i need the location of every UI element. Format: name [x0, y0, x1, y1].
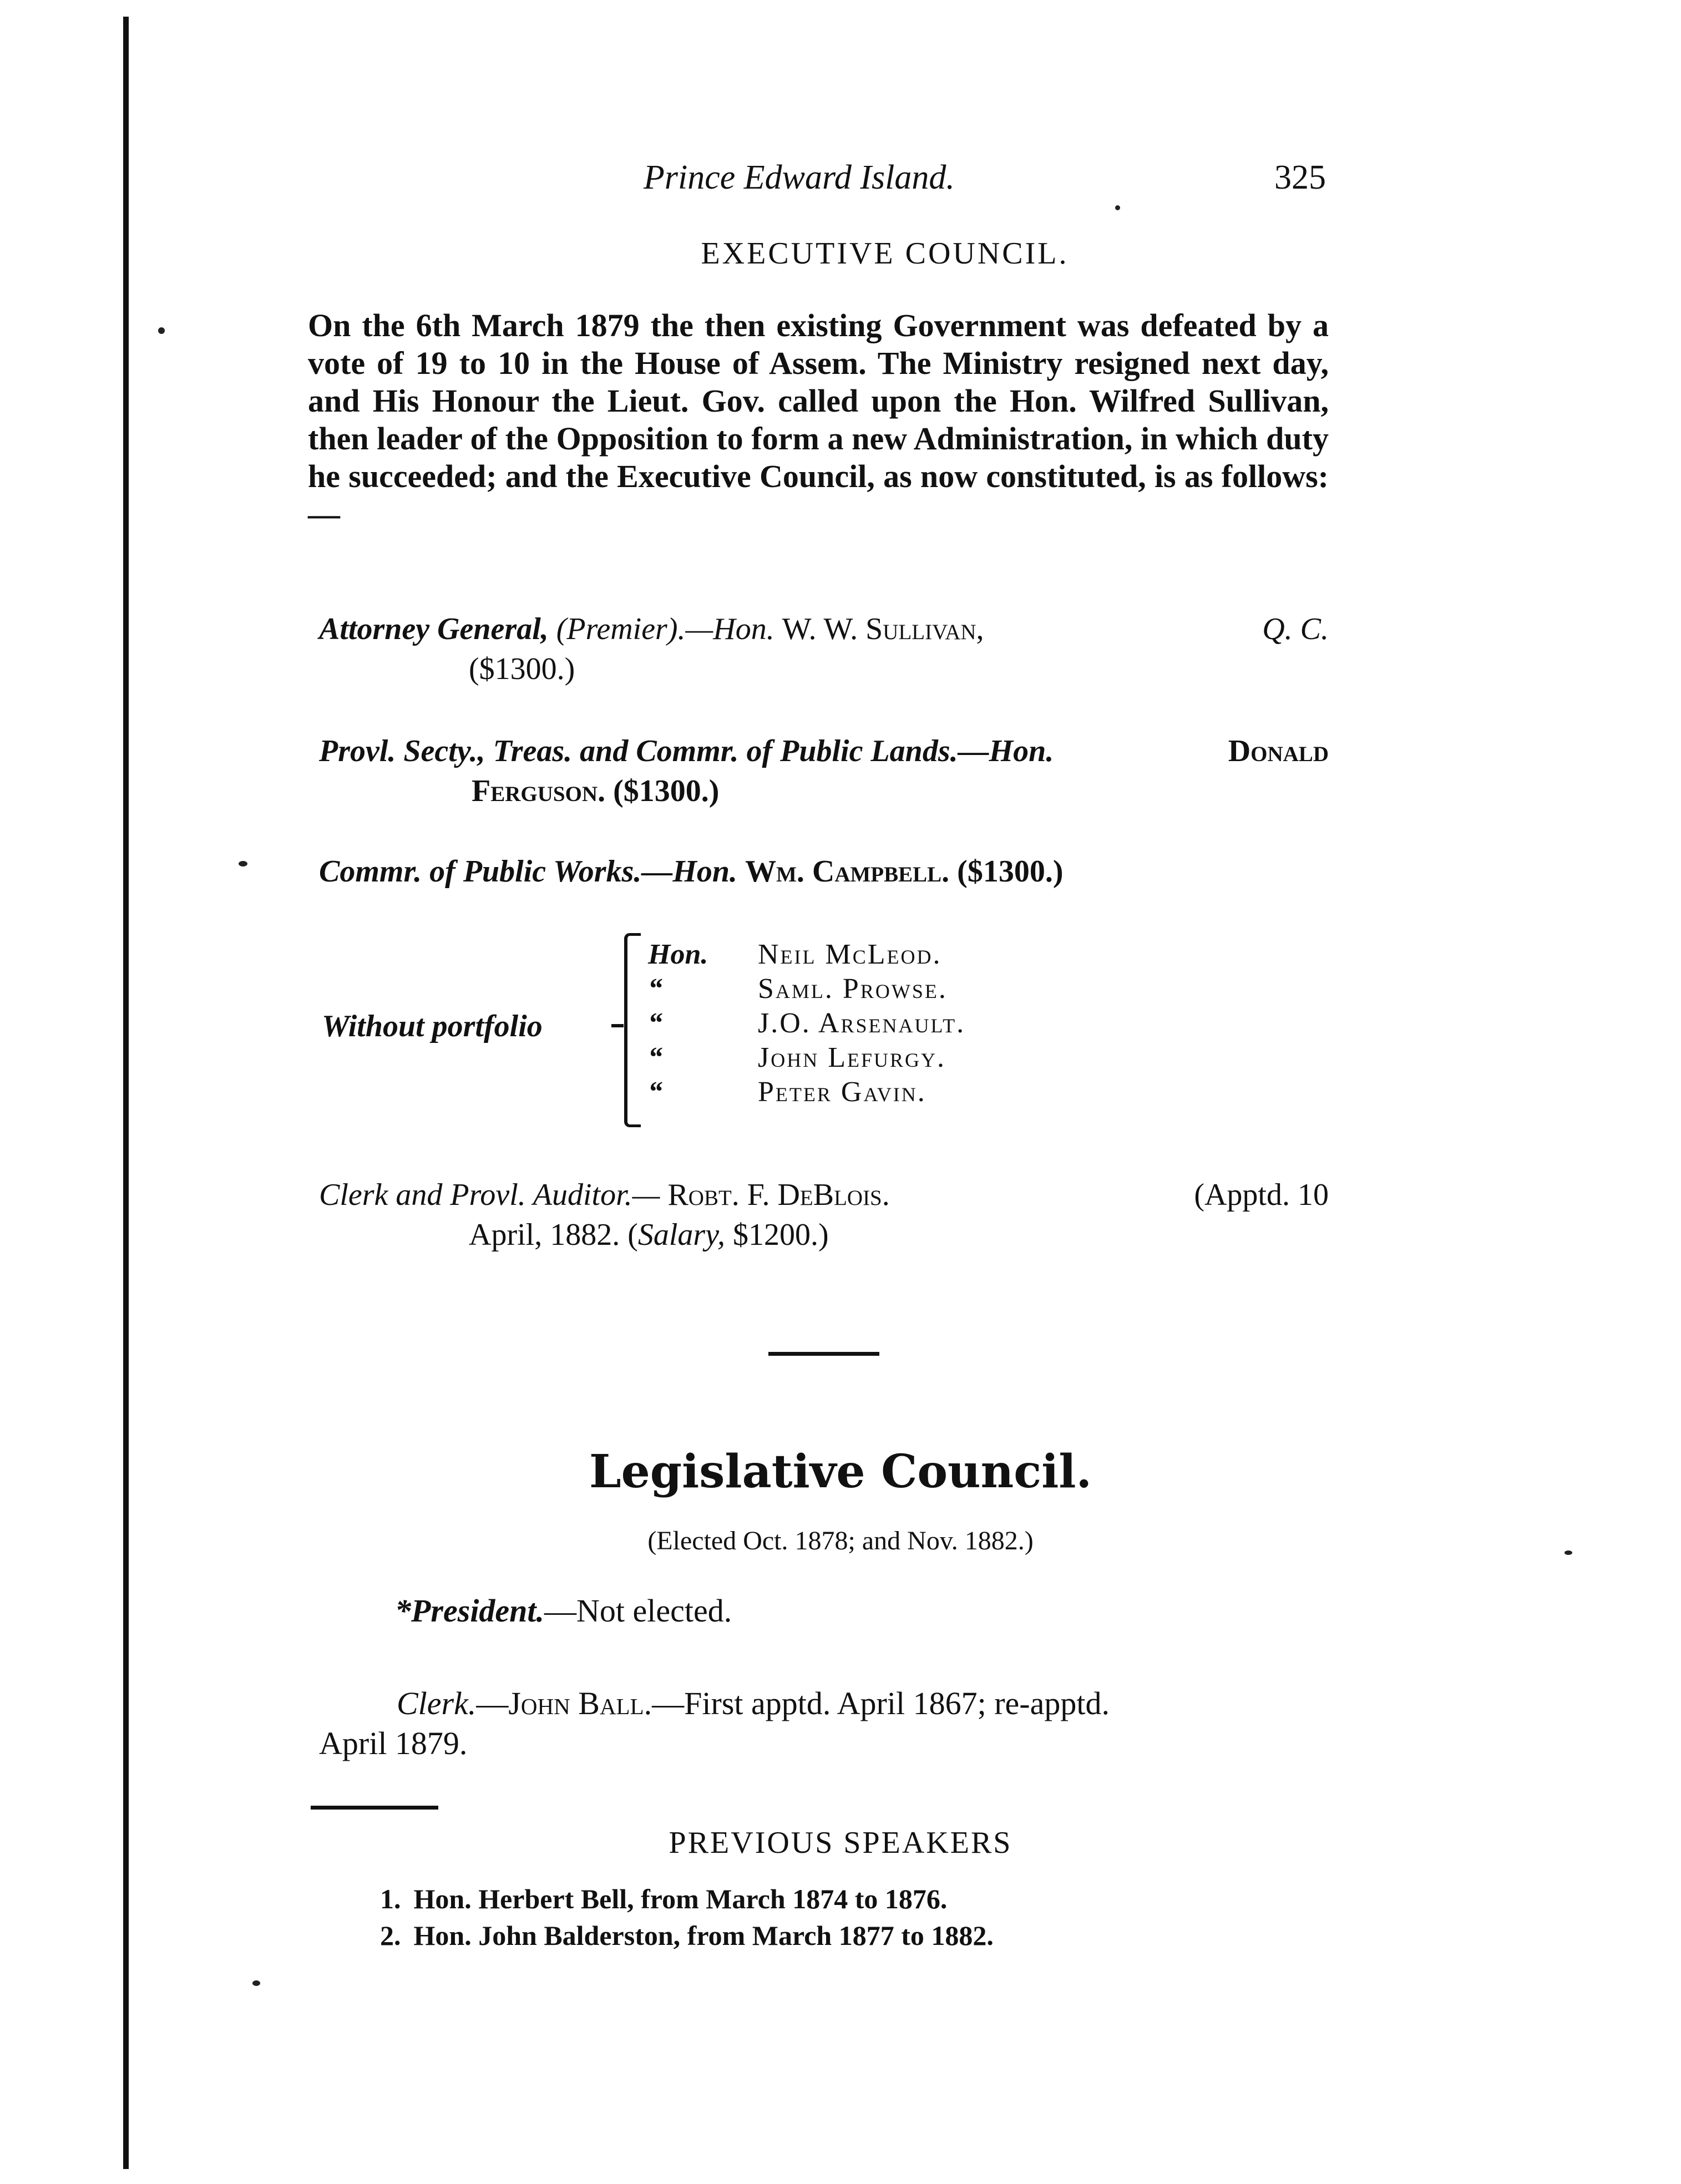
scan-speck	[1115, 205, 1120, 210]
list-item	[380, 1881, 994, 1917]
list-item	[648, 938, 965, 972]
member-prefix: “	[648, 1007, 662, 1039]
office-title: Provl. Secty.,	[319, 734, 485, 768]
previous-speakers-list	[380, 1881, 994, 1954]
item-number: 1.	[380, 1883, 401, 1914]
member-name: Peter Gavin.	[758, 1076, 926, 1108]
page-header	[644, 158, 1326, 202]
member-first-name: Donald	[1228, 734, 1329, 768]
without-portfolio-label: Without portfolio	[322, 1009, 543, 1043]
without-portfolio-list	[648, 938, 965, 1109]
item-text: Hon. John Balderston, from March 1877 to 1882.	[413, 1920, 994, 1951]
list-item	[380, 1917, 994, 1954]
office-title: Clerk and Provl. Auditor.—	[319, 1178, 660, 1212]
attorney-general-entry	[319, 609, 1329, 689]
scan-speck	[239, 861, 247, 866]
provincial-secretary-entry	[319, 731, 1329, 811]
section-divider	[311, 1806, 438, 1810]
office-title: Commr. of Public Works.—Hon.	[319, 854, 738, 889]
member-name: W. W. Sullivan,	[782, 612, 984, 646]
item-number: 2.	[380, 1920, 401, 1951]
member-prefix: “	[648, 1076, 662, 1108]
election-note: (Elected Oct. 1878; and Nov. 1882.)	[647, 1526, 1034, 1555]
list-item	[648, 972, 965, 1006]
premier-note: (Premier).—Hon.	[556, 612, 774, 646]
scan-speck	[252, 1980, 260, 1986]
clerk-text-cont: April 1879.	[319, 1725, 468, 1761]
clerk-label: Clerk.	[397, 1685, 477, 1721]
legislative-council-title: Legislative Council.	[589, 1445, 1092, 1498]
salary: ($1300.)	[613, 774, 720, 808]
salary: ($1300.)	[469, 652, 575, 686]
clerk-name: Robt. F. DeBlois.	[667, 1178, 890, 1212]
president-line	[395, 1591, 732, 1631]
president-text: —Not elected.	[544, 1593, 732, 1629]
list-item	[648, 1075, 965, 1109]
member-name: J.O. Arsenault.	[758, 1007, 966, 1039]
brace-tip-icon	[611, 1024, 624, 1027]
qc-label: Q. C.	[1262, 612, 1329, 646]
clerk-line	[319, 1684, 1329, 1764]
member-prefix: “	[648, 973, 662, 1005]
appointment-date: (Apptd. 10	[1194, 1178, 1329, 1212]
member-prefix: Hon.	[648, 939, 708, 970]
section-divider	[768, 1352, 879, 1356]
member-name: Saml. Prowse.	[758, 973, 948, 1005]
office-title: Attorney General,	[319, 612, 549, 646]
executive-council-title: EXECUTIVE COUNCIL.	[701, 236, 1069, 271]
salary: $1200.)	[733, 1218, 829, 1252]
previous-speakers-title: PREVIOUS SPEAKERS	[669, 1826, 1012, 1860]
member-prefix: “	[648, 1042, 662, 1073]
item-text: Hon. Herbert Bell, from March 1874 to 1876.	[413, 1883, 948, 1914]
scan-speck	[1564, 1550, 1572, 1555]
clerk-auditor-entry: Clerk and Provl. Auditor.— Robt. F. DeBlois. (Apptd. 10 April, 1882. (Salary, $1200.)	[319, 1175, 1329, 1255]
running-title: Prince Edward Island.	[644, 159, 955, 196]
member-surname: Ferguson.	[472, 774, 606, 808]
list-item	[648, 1041, 965, 1075]
salary-label: Salary,	[637, 1218, 725, 1252]
salary: ($1300.)	[957, 854, 1064, 889]
page-number: 325	[1274, 159, 1326, 196]
office-detail: Treas. and Commr. of Public Lands.—Hon.	[493, 734, 1054, 768]
scan-speck	[158, 327, 165, 334]
member-name: Wm. Campbell.	[745, 854, 950, 889]
brace-icon	[624, 933, 641, 1127]
president-label: *President.	[395, 1593, 545, 1629]
list-item	[648, 1006, 965, 1041]
clerk-name: —John Ball.	[476, 1685, 652, 1721]
member-name: John Lefurgy.	[758, 1042, 946, 1073]
appointment-date-cont: April, 1882.	[469, 1218, 620, 1252]
clerk-text: —First apptd. April 1867; re-apptd.	[652, 1685, 1110, 1721]
executive-council-intro: On the 6th March 1879 the then existing Government was defeated by a vote of 19 to 10 in the House of Assem. The Ministry resigned next day, and His Honour the Lieut. Gov. called upon the Hon. Wilfred Sullivan, then leader of the Opposition to form a new Administration, in which duty he succeeded; and the Executive Council, as now constituted, is as follows:—	[308, 307, 1329, 532]
member-name: Neil McLeod.	[758, 939, 942, 970]
public-works-entry	[319, 852, 1329, 891]
